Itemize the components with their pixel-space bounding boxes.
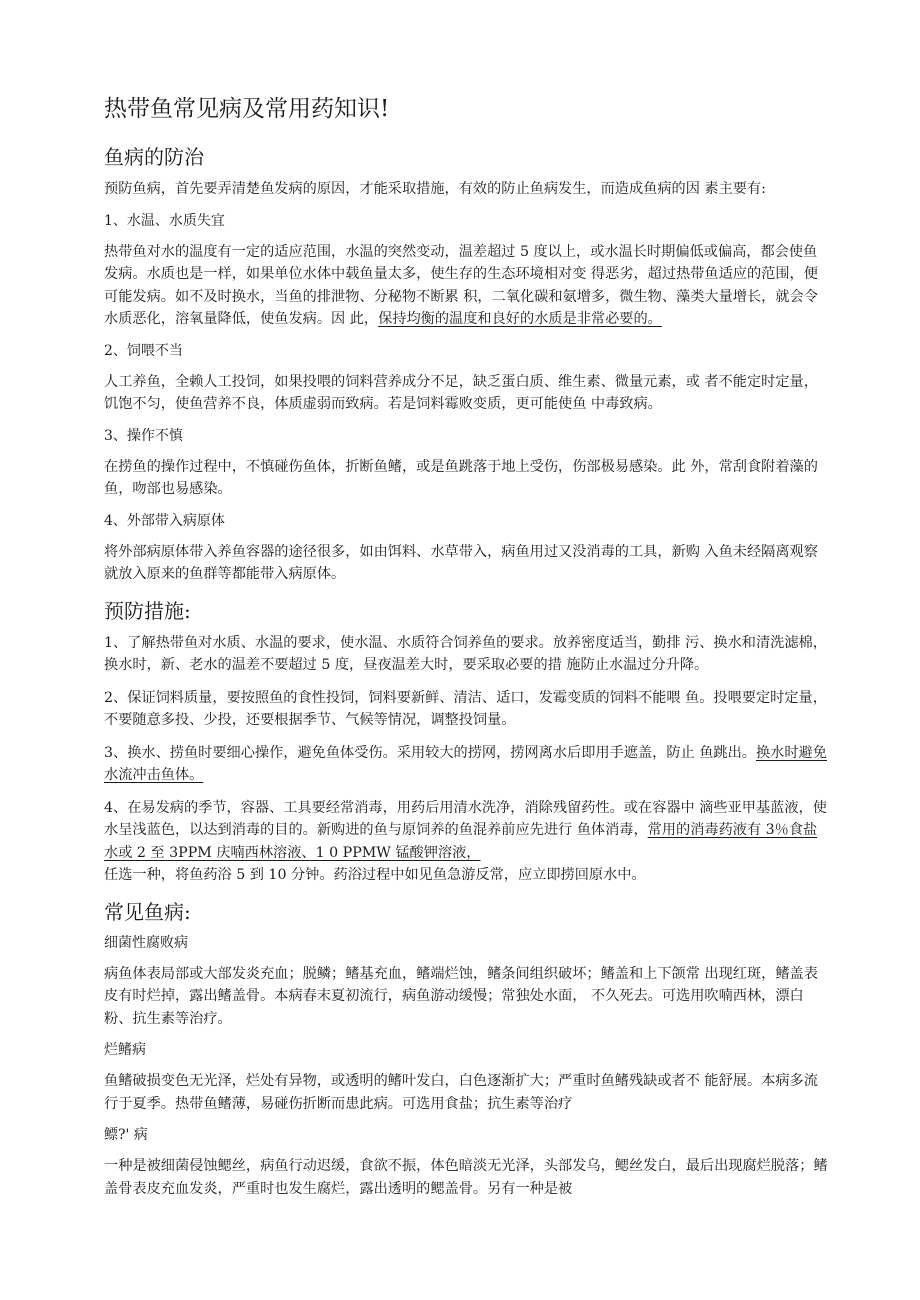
measure-3-paragraph [104,742,830,787]
measure-1-paragraph: 1、了解热带鱼对水质、水温的要求，使水温、水质符合饲养鱼的要求。放养密度适当，勤排 污、换水和清洗滤棉，换水时，新、老水的温差不要超过 5 度，昼夜温差大时，要采取必要的措 施防止水温过分升降。 [104,634,827,673]
page-title: 热带鱼常见病及常用药知识! [104,96,390,122]
disease-1-paragraph: 病鱼体表局部或大部发炎充血；脱鳞；鳍基充血，鳍端烂蚀，鳍条间组织破坏；鳍盖和上下颌常 出现红斑，鳍盖表皮有时烂掉，露出鳍盖骨。本病春末夏初流行，病鱼游动缓慢；常独处水面， 不久死去。可选用吹喃西林，漂白粉、抗生素等治疗。 [104,965,818,1027]
section-heading-measures: 预防措施: [104,598,191,623]
cause-1-text: 热带鱼对水的温度有一定的适应范围，水温的突然变动，温差超过 5 度以上，或水温长时期偏低或偏高，都会使鱼发病。水质也是一样，如果单位水体中载鱼量太多，使生存的生态环境相对变 得恶劣，超过热带鱼适应的范围，便可能发病。如不及时换水，当鱼的排泄物、分秘物不断累 积，二氧化碳和氨增多，微生物、藻类大量增长，就会令水质恶化，溶氧量降低，使鱼发病。因 此， [104,243,818,327]
disease-3-paragraph: 一种是被细菌侵蚀鳃丝，病鱼行动迟缓，食欲不振，体色暗淡无光泽，头部发乌，鳃丝发白，最后出现腐烂脱落；鳍盖骨表皮充血发炎，严重时也发生腐烂，露出透明的鳃盖骨。另有一种是被 [104,1158,828,1197]
cause-2-heading: 2、饲喂不当 [104,342,183,359]
measure-2-paragraph: 2、保证饲料质量，要按照鱼的食性投饲，饲料要新鲜、清洁、适口，发霉变质的饲料不能喂 鱼。投喂要定时定量，不要随意多投、少投，还要根据季节、气候等情况，调整投饲量。 [104,689,827,728]
cause-4-heading: 4、外部带入病原体 [104,512,225,529]
cause-3-heading: 3、操作不慎 [104,427,183,444]
cause-2-paragraph: 人工养鱼，全赖人工投饲，如果投喂的饲料营养成分不足，缺乏蛋白质、维生素、微量元素，或 者不能定时定量，饥饱不匀，使鱼营养不良，体质虚弱而致病。若是饲料霉败变质，更可能使鱼 中毒致病。 [104,373,818,412]
cause-3-paragraph: 在捞鱼的操作过程中，不慎碰伤鱼体，折断鱼鳍，或是鱼跳落于地上受伤，伤部极易感染。此 外，常刮食附着藻的鱼，吻部也易感染。 [104,458,818,497]
disease-2-paragraph: 鱼鳍破损变色无光泽，烂处有异物，或透明的鳍叶发白，白色逐渐扩大；严重时鱼鳍残缺或者不 能舒展。本病多流行于夏季。热带鱼鳍薄，易碰伤折断而患此病。可选用食盐；抗生素等治疗 [104,1073,818,1112]
measure-4-tail-text: 任选一种，将鱼药浴 5 到 10 分钟。药浴过程中如见鱼急游反常，应立即捞回原水中。 [104,867,646,883]
cause-1-heading: 1、水温、水质失宜 [104,212,225,229]
measure-4-underlined-text: 常用的消毒药液有 3％食盐水或 2 至 3PPM 庆喃西林溶液、1 0 PPMW 锰酸钾溶液， [104,822,818,861]
disease-1-heading: 细菌性腐败病 [104,934,188,951]
measure-4-paragraph [104,797,830,887]
document-body [104,92,830,1210]
measure-3-underlined-text: 换水时避免水流冲击鱼体。 [104,744,827,783]
measure-4-text: 4、在易发病的季节，容器、工具要经常消毒，用药后用清水洗净，消除残留药性。或在容器中 滴些亚甲基蓝液，使水呈浅蓝色，以达到消毒的目的。新购进的鱼与原饲养的鱼混养前应先进行 鱼体消毒， [104,799,827,838]
cause-1-paragraph [104,241,830,331]
cause-4-paragraph: 将外部病原体带入养鱼容器的途径很多，如由饵料、水草带入，病鱼用过又没消毒的工具，新购 入鱼未经隔离观察就放入原来的鱼群等都能带入病原体。 [104,543,818,582]
cause-1-underlined-text: 保持均衡的温度和良好的水质是非常必要的。 [378,311,662,327]
section-heading-prevention: 鱼病的防治 [104,145,204,169]
section-heading-common-diseases: 常见鱼病: [104,899,191,924]
disease-2-heading: 烂鳍病 [104,1042,146,1058]
intro-paragraph: 预防鱼病，首先要弄清楚鱼发病的原因，才能采取措施，有效的防止鱼病发生，而造成鱼病的因 素主要有: [104,181,766,197]
disease-3-heading: 鳔?' 病 [104,1127,148,1143]
measure-3-text: 3、换水、捞鱼时要细心操作，避免鱼体受伤。采用较大的捞网，捞网离水后即用手遮盖，防止 鱼跳出。 [104,744,756,761]
